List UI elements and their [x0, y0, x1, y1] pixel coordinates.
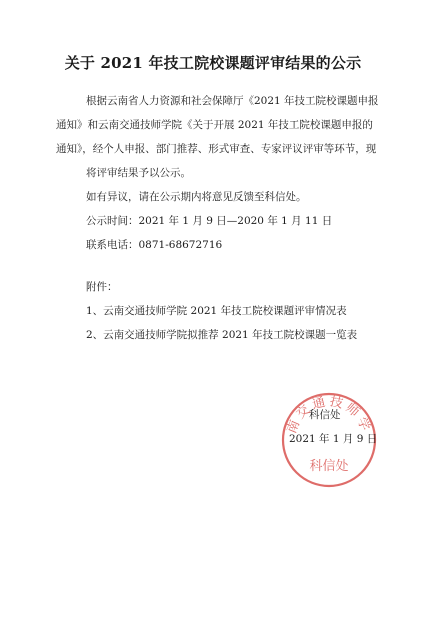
document-title: 关于 2021 年技工院校课题评审结果的公示 — [64, 54, 362, 72]
contact-phone: 联系电话：0871-68672716 — [86, 239, 223, 251]
attachments-label: 附件： — [86, 281, 118, 293]
signature-department: 科信处 — [309, 409, 341, 421]
seal-center-text: 科信处 — [309, 459, 349, 474]
paragraph-line-2: 通知》和云南交通技师学院《关于开展 2021 年技工院校课题申报的 — [56, 119, 373, 131]
seal-ring-text: 南交通技师学 — [284, 394, 374, 436]
objection-notice: 如有异议，请在公示期内将意见反馈至科信处。 — [86, 191, 307, 203]
signature-date: 2021 年 1 月 9 日 — [289, 433, 378, 445]
publicity-period: 公示时间：2021 年 1 月 9 日—2020 年 1 月 11 日 — [86, 215, 333, 227]
paragraph-line-4: 将评审结果予以公示。 — [86, 167, 191, 179]
paragraph-line-3: 通知》，经个人申报、部门推荐、形式审查、专家评议评审等环节，现 — [56, 143, 377, 155]
attachment-item-1: 1、云南交通技师学院 2021 年技工院校课题评审情况表 — [86, 305, 347, 317]
attachment-item-2: 2、云南交通技师学院拟推荐 2021 年技工院校课题一览表 — [86, 329, 358, 341]
paragraph-line-1: 根据云南省人力资源和社会保障厅《2021 年技工院校课题申报 — [86, 95, 379, 107]
